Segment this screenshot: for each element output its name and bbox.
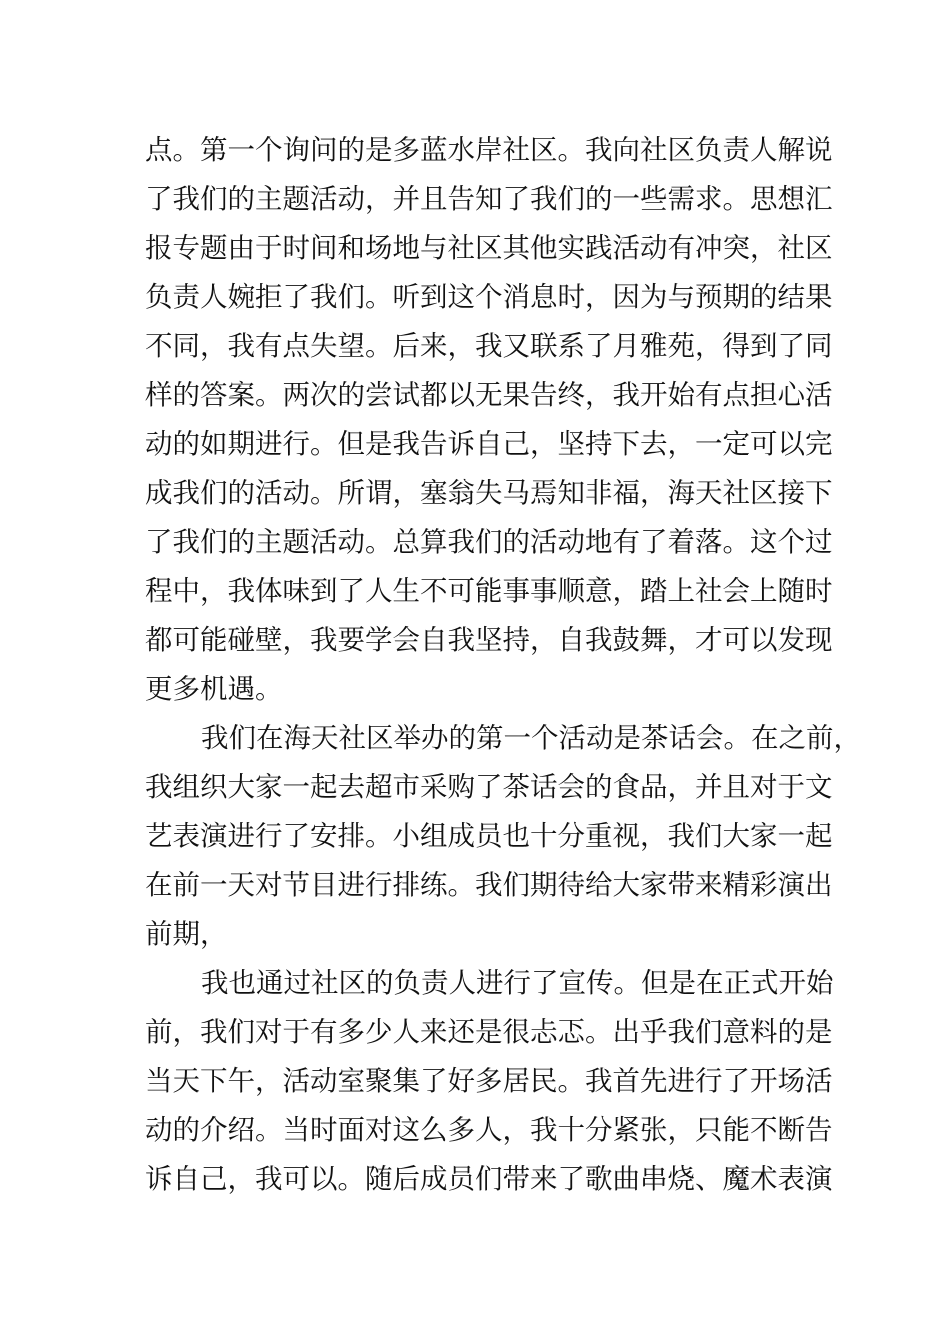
text-line: 当天下午，活动室聚集了好多居民。我首先进行了开场活 <box>145 1065 833 1097</box>
text-line: 我们在海天社区举办的第一个活动是茶话会。在之前， <box>201 722 861 754</box>
text-line: 我组织大家一起去超市采购了茶话会的食品，并且对于文 <box>145 771 833 803</box>
text-line: 了我们的主题活动，并且告知了我们的一些需求。思想汇 <box>145 183 833 215</box>
text-line: 在前一天对节目进行排练。我们期待给大家带来精彩演出 <box>145 869 833 901</box>
text-line: 成我们的活动。所谓，塞翁失马焉知非福，海天社区接下 <box>145 477 833 509</box>
text-line: 动的介绍。当时面对这么多人，我十分紧张，只能不断告 <box>145 1114 833 1146</box>
text-line: 了我们的主题活动。总算我们的活动地有了着落。这个过 <box>145 526 833 558</box>
text-line: 我也通过社区的负责人进行了宣传。但是在正式开始 <box>201 967 834 999</box>
text-line: 样的答案。两次的尝试都以无果告终，我开始有点担心活 <box>145 379 833 411</box>
document-body <box>145 126 861 1204</box>
text-line: 程中，我体味到了人生不可能事事顺意，踏上社会上随时 <box>145 575 833 607</box>
paragraph-3 <box>145 959 834 1204</box>
text-line: 艺表演进行了安排。小组成员也十分重视，我们大家一起 <box>145 820 833 852</box>
text-line: 不同，我有点失望。后来，我又联系了月雅苑，得到了同 <box>145 330 833 362</box>
paragraph-1 <box>145 126 833 714</box>
text-line: 诉自己，我可以。随后成员们带来了歌曲串烧、魔术表演 <box>145 1163 833 1195</box>
paragraph-2 <box>145 714 861 959</box>
text-line: 更多机遇。 <box>145 673 283 705</box>
text-line: 报专题由于时间和场地与社区其他实践活动有冲突，社区 <box>145 232 833 264</box>
text-line: 都可能碰壁，我要学会自我坚持，自我鼓舞，才可以发现 <box>145 624 833 656</box>
text-line: 动的如期进行。但是我告诉自己，坚持下去，一定可以完 <box>145 428 833 460</box>
text-line: 前期， <box>145 918 228 950</box>
text-line: 点。第一个询问的是多蓝水岸社区。我向社区负责人解说 <box>145 134 833 166</box>
text-line: 前，我们对于有多少人来还是很忐忑。出乎我们意料的是 <box>145 1016 833 1048</box>
text-line: 负责人婉拒了我们。听到这个消息时，因为与预期的结果 <box>145 281 833 313</box>
